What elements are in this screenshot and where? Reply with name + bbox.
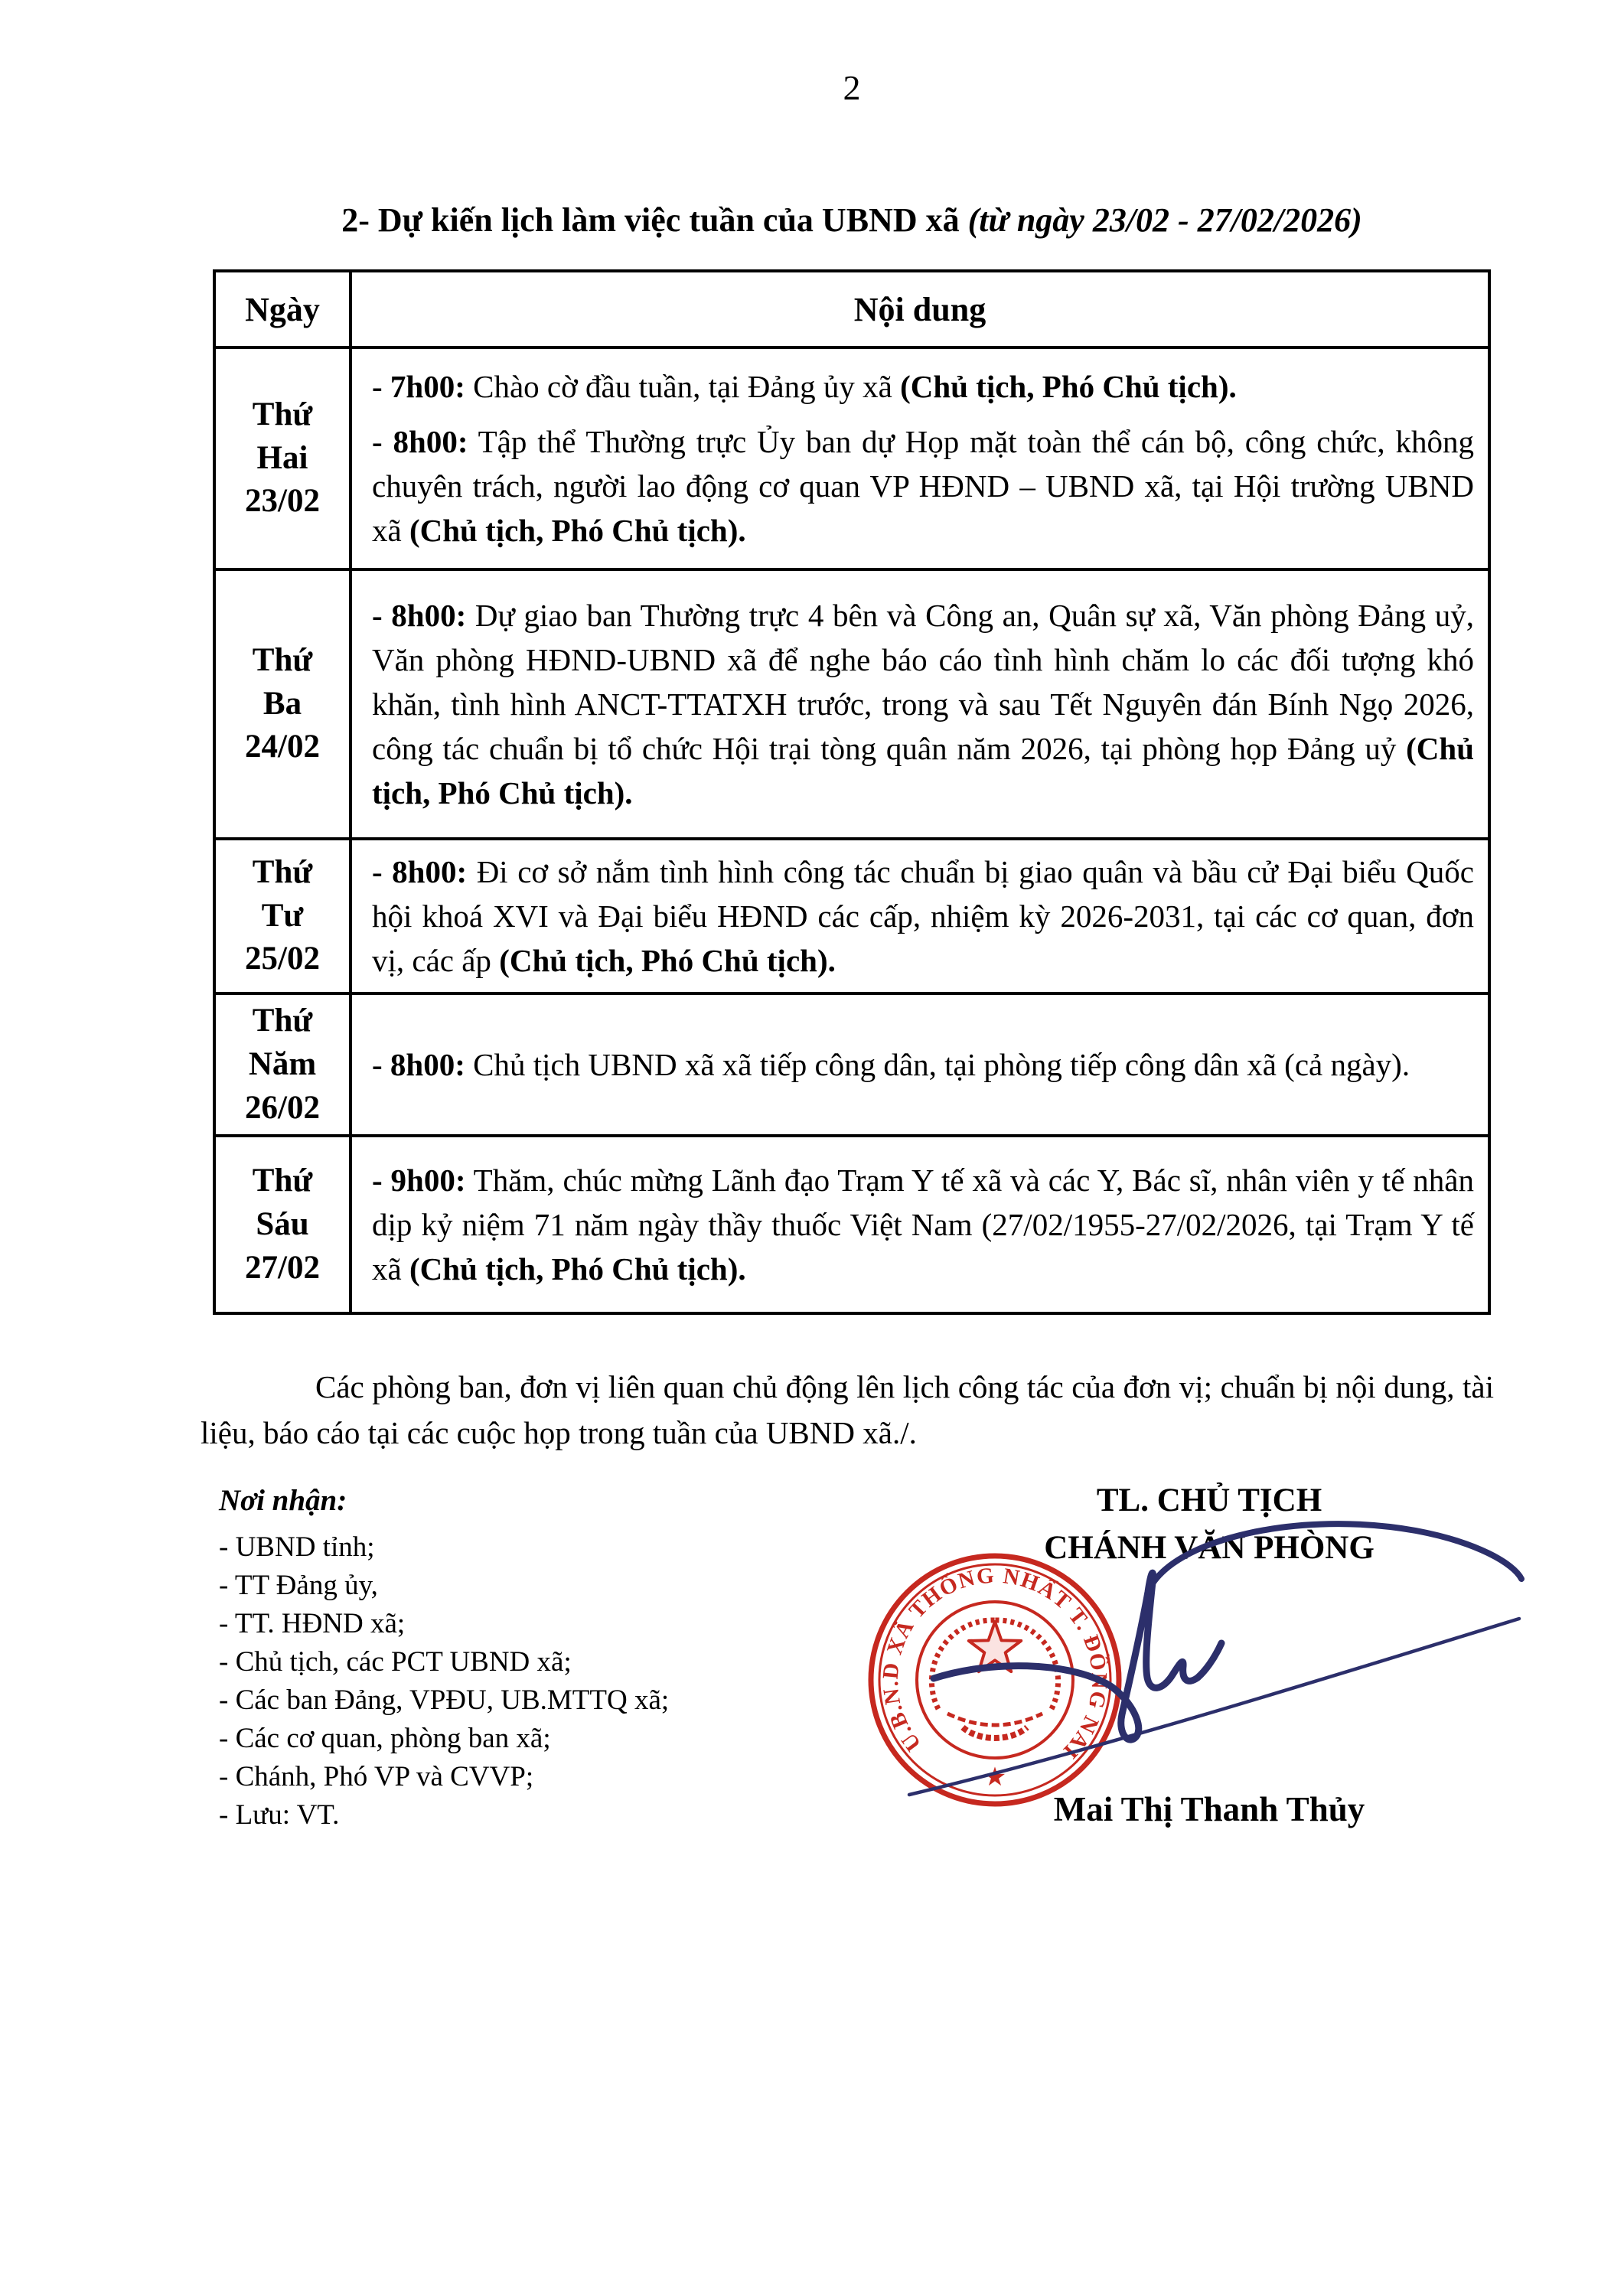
- recipients-list: [219, 1528, 846, 1835]
- schedule-entry: - 8h00: Chủ tịch UBND xã xã tiếp công dân, tại phòng tiếp công dân xã (cả ngày).: [372, 1047, 1410, 1083]
- recipient-item: - TT. HĐND xã;: [219, 1608, 406, 1639]
- schedule-entry: - 9h00: Thăm, chúc mừng Lãnh đạo Trạm Y tế xã và các Y, Bác sĩ, nhân viên y tế nhân dịp kỷ niệm 71 năm ngày thầy thuốc Việt Nam (27/02/1955-27/02/2026, tại Trạm Y tế xã (Chủ tịch, Phó Chủ tịch).: [372, 1163, 1474, 1287]
- closing-paragraph: Các phòng ban, đơn vị liên quan chủ động lên lịch công tác của đơn vị; chuẩn bị nội dung, tài liệu, báo cáo tại các cuộc họp trong tuần của UBND xã./.: [201, 1369, 1494, 1450]
- content-cell: [351, 1136, 1489, 1313]
- day-cell: Thứ Tư 25/02: [214, 839, 351, 993]
- recipient-item: - Các cơ quan, phòng ban xã;: [219, 1723, 551, 1754]
- recipient-item: - UBND tỉnh;: [219, 1531, 375, 1563]
- page-number: 2: [843, 68, 861, 107]
- header-day: Ngày: [214, 271, 351, 347]
- section-title-daterange: (từ ngày 23/02 - 27/02/2026): [967, 201, 1362, 239]
- signature-position: CHÁNH VĂN PHÒNG: [1044, 1530, 1375, 1566]
- day-cell: Thứ Ba 24/02: [214, 569, 351, 839]
- schedule-entry: - 8h00: Đi cơ sở nắm tình hình công tác chuẩn bị giao quân và bầu cử Đại biểu Quốc hội khoá XVI và Đại biểu HĐND các cấp, nhiệm kỳ 2026-2031, tại các cơ quan, đơn vị, các ấp (Chủ tịch, Phó Chủ tịch).: [372, 854, 1475, 978]
- table-row: [214, 347, 1489, 569]
- content-cell: [351, 347, 1489, 569]
- svg-text:U.B.N.D XÃ THỐNG NHẤT T. ĐỒNG: [879, 1564, 1113, 1764]
- signer-name: Mai Thị Thanh Thủy: [1053, 1790, 1365, 1828]
- recipient-item: - Chánh, Phó VP và CVVP;: [219, 1761, 534, 1792]
- content-cell: [351, 839, 1489, 993]
- table-row: [214, 569, 1489, 839]
- schedule-entry: - 8h00: Tập thể Thường trực Ủy ban dự Họp mặt toàn thể cán bộ, công chức, không chuyên trách, người lao động cơ quan VP HĐND – UBND xã, tại Hội trường UBND xã (Chủ tịch, Phó Chủ tịch).: [372, 424, 1474, 548]
- day-cell: Thứ Năm 26/02: [214, 993, 351, 1136]
- content-cell: [351, 569, 1489, 839]
- table-row: [214, 1136, 1489, 1313]
- recipient-item: - Các ban Đảng, VPĐU, UB.MTTQ xã;: [219, 1684, 670, 1716]
- schedule-table: [213, 269, 1491, 1315]
- recipient-item: - Lưu: VT.: [219, 1799, 340, 1831]
- day-cell: Thứ Hai 23/02: [214, 347, 351, 569]
- section-title: [92, 201, 1612, 240]
- recipient-item: - Chủ tịch, các PCT UBND xã;: [219, 1646, 572, 1678]
- recipients-block: [219, 1483, 846, 1835]
- schedule-body: [214, 347, 1489, 1313]
- official-stamp-icon: [871, 1556, 1119, 1804]
- table-row: [214, 993, 1489, 1136]
- day-cell: Thứ Sáu 27/02: [214, 1136, 351, 1313]
- table-row: [214, 839, 1489, 993]
- stamp-ring-text: U.B.N.D XÃ THỐNG NHẤT T. ĐỒNG NAI: [878, 1563, 1112, 1764]
- section-title-main: 2- Dự kiến lịch làm việc tuần của UBND xã: [341, 201, 960, 239]
- table-header-row: [214, 271, 1489, 347]
- stamp-star-icon: ★: [983, 1763, 1007, 1792]
- recipients-heading: Nơi nhận:: [219, 1484, 347, 1517]
- header-content: Nội dung: [351, 271, 1489, 347]
- schedule-entry: - 8h00: Dự giao ban Thường trực 4 bên và Công an, Quân sự xã, Văn phòng Đảng uỷ, Văn phòng HĐND-UBND xã để nghe báo cáo tình hình chăm lo các đối tượng khó khăn, tình hình ANCT-TTATXH trước, trong và sau Tết Nguyên đán Bính Ngọ 2026, công tác chuẩn bị tổ chức Hội trại tòng quân năm 2026, tại phòng họp Đảng uỷ (Chủ tịch, Phó Chủ tịch).: [372, 598, 1474, 810]
- signature-on-behalf: TL. CHỦ TỊCH: [1096, 1482, 1322, 1518]
- recipient-item: - TT Đảng ủy,: [219, 1570, 378, 1601]
- content-cell: [351, 993, 1489, 1136]
- schedule-entry: - 7h00: Chào cờ đầu tuần, tại Đảng ủy xã (Chủ tịch, Phó Chủ tịch).: [372, 369, 1237, 404]
- emblem-star-icon: [969, 1622, 1021, 1671]
